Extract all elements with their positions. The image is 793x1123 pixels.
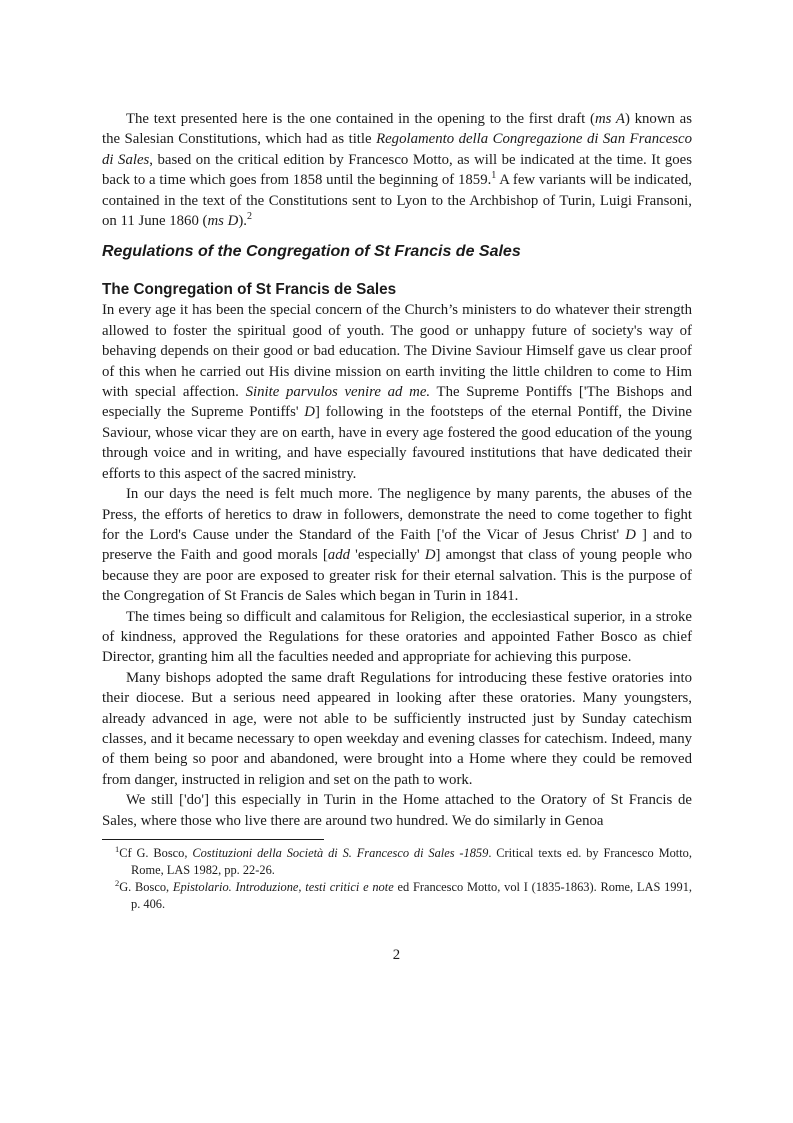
- footnote-reference: 1: [491, 170, 497, 182]
- text-run: Sinite parvulos venire ad me.: [245, 384, 431, 401]
- text-run: add: [327, 547, 350, 564]
- text-run: ms D: [207, 213, 239, 230]
- footnote-reference: 2: [246, 211, 253, 223]
- text-run: In every age it has been the special concern of the Church’s ministers to do whatever their strength allowed to foster the spiritual good of youth. The good or unhappy future of society's way of behaving depends on their good or bad education. The Divine Saviour Himself gave us clear proof of this when he carried out His divine mission on earth inviting the little children to come to Him with special affection.: [102, 302, 692, 401]
- section-heading: Regulations of the Congregation of St Francis de Sales: [102, 243, 521, 261]
- body-paragraph: [102, 790, 692, 831]
- text-run: The text presented here is the one contained in the opening to the first draft (: [126, 111, 595, 127]
- text-block: [102, 109, 692, 831]
- footnotes-area: [102, 839, 692, 913]
- subsection-heading: The Congregation of St Francis de Sales: [102, 281, 397, 299]
- text-run: Regolamento della Congregazione di San Francesco di Sales: [102, 131, 693, 168]
- text-run: We still ['do'] this especially in Turin in the Home attached to the Oratory of St Francis de Sales, where those who live there are around two hundred. We do similarly in Genoa: [102, 792, 692, 829]
- footnote-marker: 1: [115, 843, 120, 854]
- body-paragraph: [102, 300, 692, 484]
- text-run: The Supreme Pontiffs ['The Bishops and especially the Supreme Pontiffs': [102, 384, 693, 421]
- footnote: [102, 879, 692, 913]
- body-paragraph: [102, 607, 692, 668]
- text-run: Cf G. Bosco,: [119, 846, 193, 860]
- footnote-marker: 2: [115, 877, 120, 888]
- text-run: ed Francesco Motto, vol I (1835-1863). Rome, LAS 1991, p. 406.: [131, 880, 692, 911]
- text-run: ms A: [594, 111, 625, 127]
- text-run: ] amongst that class of young people who because they are poor are exposed to greater risk for their eternal salvation. This is the purpose of the Congregation of St Francis de Sales which began in Turin in 1841.: [102, 547, 692, 605]
- text-run: Epistolario. Introduzione, testi critici e note: [172, 880, 394, 894]
- footnote: [102, 845, 692, 879]
- intro-paragraph: [102, 109, 692, 231]
- body-paragraph: [102, 484, 692, 606]
- text-run: , based on the critical edition by Francesco Motto, as will be indicated at the time. It goes back to a time which goes from 1858 until the beginning of 1859.: [102, 151, 692, 189]
- text-run: ] following in the footsteps of the eternal Pontiff, the Divine Saviour, whose vicar they are on earth, have in every age fostered the good education of the young through voice and in writing, and have especially favoured institutions that have dedicated their efforts to this aspect of the sacred ministry.: [102, 404, 692, 482]
- text-run: Costituzioni della Società di S. Francesco di Sales -1859: [192, 846, 489, 860]
- footnote-rule: [102, 839, 324, 840]
- text-run: In our days the need is felt much more. The negligence by many parents, the abuses of the Press, the efforts of heretics to draw in followers, demonstrate the need to come together to fight for the Lord's Cause under the Standard of the Faith ['of the Vicar of Jesus Christ': [102, 486, 692, 543]
- text-run: D: [424, 547, 436, 564]
- text-run: 'especially': [350, 547, 425, 564]
- text-run: ).: [238, 213, 247, 230]
- text-run: Many bishops adopted the same draft Regulations for introducing these festive oratories into their diocese. But a serious need appeared in looking after these oratories. Many youngsters, already advanced in age, were not able to be sufficiently instructed just by Sunday catechism classes, and it became necessary to open weekday and evening classes for catechism. Indeed, many of them being so poor and abandoned, were brought into a Home where they could be removed from danger, instructed in religion and set on the path to work.: [102, 669, 692, 788]
- text-run: A few variants will be indicated, contained in the text of the Constitutions sent to Lyon to the Archbishop of Turin, Luigi Fransoni, on 11 June 1860 (: [102, 172, 692, 230]
- body-paragraphs: [102, 300, 692, 831]
- text-run: D: [304, 404, 315, 421]
- text-run: G. Bosco,: [119, 880, 173, 894]
- text-run: ] and to preserve the Faith and good morals [: [102, 526, 692, 564]
- footnotes-list: [102, 845, 692, 913]
- text-run: . Critical texts ed. by Francesco Motto, Rome, LAS 1982, pp. 22-26.: [131, 846, 692, 877]
- page-number: 2: [392, 947, 401, 963]
- body-paragraph: [102, 668, 692, 790]
- text-run: D: [625, 526, 636, 543]
- text-run: The times being so difficult and calamitous for Religion, the ecclesiastical superior, in a stroke of kindness, approved the Regulations for these oratories and appointed Father Bosco as chief Director, granting him all the faculties needed and appropriate for achieving this purpose.: [102, 608, 692, 666]
- text-run: ) known as the Salesian Constitutions, which had as title: [102, 111, 692, 148]
